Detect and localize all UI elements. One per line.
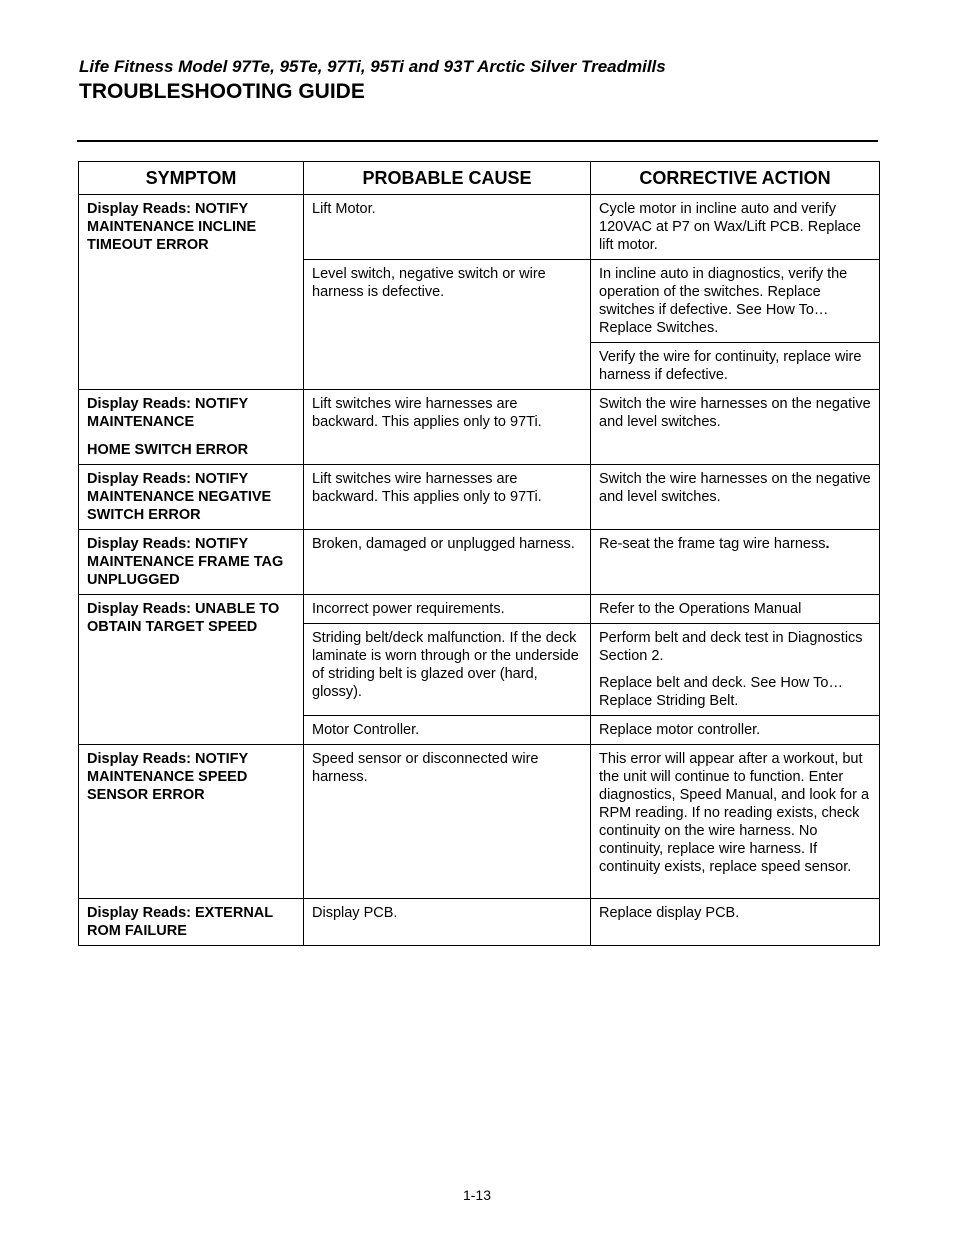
symptom-cell (79, 390, 304, 465)
action-cell: This error will appear after a workout, but the unit will continue to function. Enter diagnostics, Speed Manual, and look for a RPM reading. If no reading exists, check continuity on the wire harness. No continuity, replace wire harness. If continuity exists, replace speed sensor. (591, 745, 880, 899)
column-header-corrective-action: CORRECTIVE ACTION (591, 162, 880, 195)
symptom-cell: Display Reads: NOTIFY MAINTENANCE FRAME TAG UNPLUGGED (79, 530, 304, 595)
header-divider (77, 140, 878, 142)
table-row (79, 465, 880, 530)
cause-cell: Display PCB. (304, 899, 591, 946)
action-cell: Replace motor controller. (591, 716, 880, 745)
table-header-row (79, 162, 880, 195)
action-line: Replace belt and deck. See How To… Replace Striding Belt. (599, 675, 843, 709)
symptom-line: Display Reads: NOTIFY MAINTENANCE (87, 396, 248, 430)
symptom-cell: Display Reads: NOTIFY MAINTENANCE SPEED SENSOR ERROR (79, 745, 304, 899)
symptom-cell: Display Reads: NOTIFY MAINTENANCE NEGATIVE SWITCH ERROR (79, 465, 304, 530)
page-title: TROUBLESHOOTING GUIDE (79, 80, 365, 103)
action-cell (591, 530, 880, 595)
action-cell: Cycle motor in incline auto and verify 120VAC at P7 on Wax/Lift PCB. Replace lift motor. (591, 195, 880, 260)
table-row (79, 745, 880, 899)
cause-cell: Striding belt/deck malfunction. If the deck laminate is worn through or the underside of striding belt is glazed over (hard, glossy). (304, 624, 591, 716)
action-cell: Replace display PCB. (591, 899, 880, 946)
action-cell: Verify the wire for continuity, replace wire harness if defective. (591, 343, 880, 390)
cause-cell: Speed sensor or disconnected wire harness. (304, 745, 591, 899)
column-header-symptom: SYMPTOM (79, 162, 304, 195)
cause-cell: Level switch, negative switch or wire harness is defective. (304, 260, 591, 390)
action-cell: Switch the wire harnesses on the negative and level switches. (591, 465, 880, 530)
symptom-cell: Display Reads: UNABLE TO OBTAIN TARGET SPEED (79, 595, 304, 745)
cause-cell: Incorrect power requirements. (304, 595, 591, 624)
cause-cell: Broken, damaged or unplugged harness. (304, 530, 591, 595)
cause-cell: Motor Controller. (304, 716, 591, 745)
troubleshooting-table (78, 161, 880, 946)
cause-cell: Lift switches wire harnesses are backward. This applies only to 97Ti. (304, 390, 591, 465)
table-row (79, 195, 880, 260)
table-row (79, 595, 880, 624)
column-header-probable-cause: PROBABLE CAUSE (304, 162, 591, 195)
action-text: Re-seat the frame tag wire harness (599, 536, 826, 552)
action-cell (591, 624, 880, 716)
table-row (79, 899, 880, 946)
symptom-cell: Display Reads: NOTIFY MAINTENANCE INCLINE TIMEOUT ERROR (79, 195, 304, 390)
table-row (79, 390, 880, 465)
action-cell: Refer to the Operations Manual (591, 595, 880, 624)
table-row (79, 530, 880, 595)
action-line: Perform belt and deck test in Diagnostics Section 2. (599, 630, 863, 664)
symptom-line: HOME SWITCH ERROR (87, 442, 249, 458)
action-cell: In incline auto in diagnostics, verify the operation of the switches. Replace switches if defective. See How To…Replace Switches. (591, 260, 880, 343)
cause-cell: Lift switches wire harnesses are backward. This applies only to 97Ti. (304, 465, 591, 530)
page-number: 1-13 (462, 1187, 492, 1203)
cause-cell: Lift Motor. (304, 195, 591, 260)
symptom-cell: Display Reads: EXTERNAL ROM FAILURE (79, 899, 304, 946)
document-subtitle: Life Fitness Model 97Te, 95Te, 97Ti, 95Ti and 93T Arctic Silver Treadmills (79, 57, 666, 76)
action-period: . (825, 536, 830, 552)
action-cell: Switch the wire harnesses on the negative and level switches. (591, 390, 880, 465)
